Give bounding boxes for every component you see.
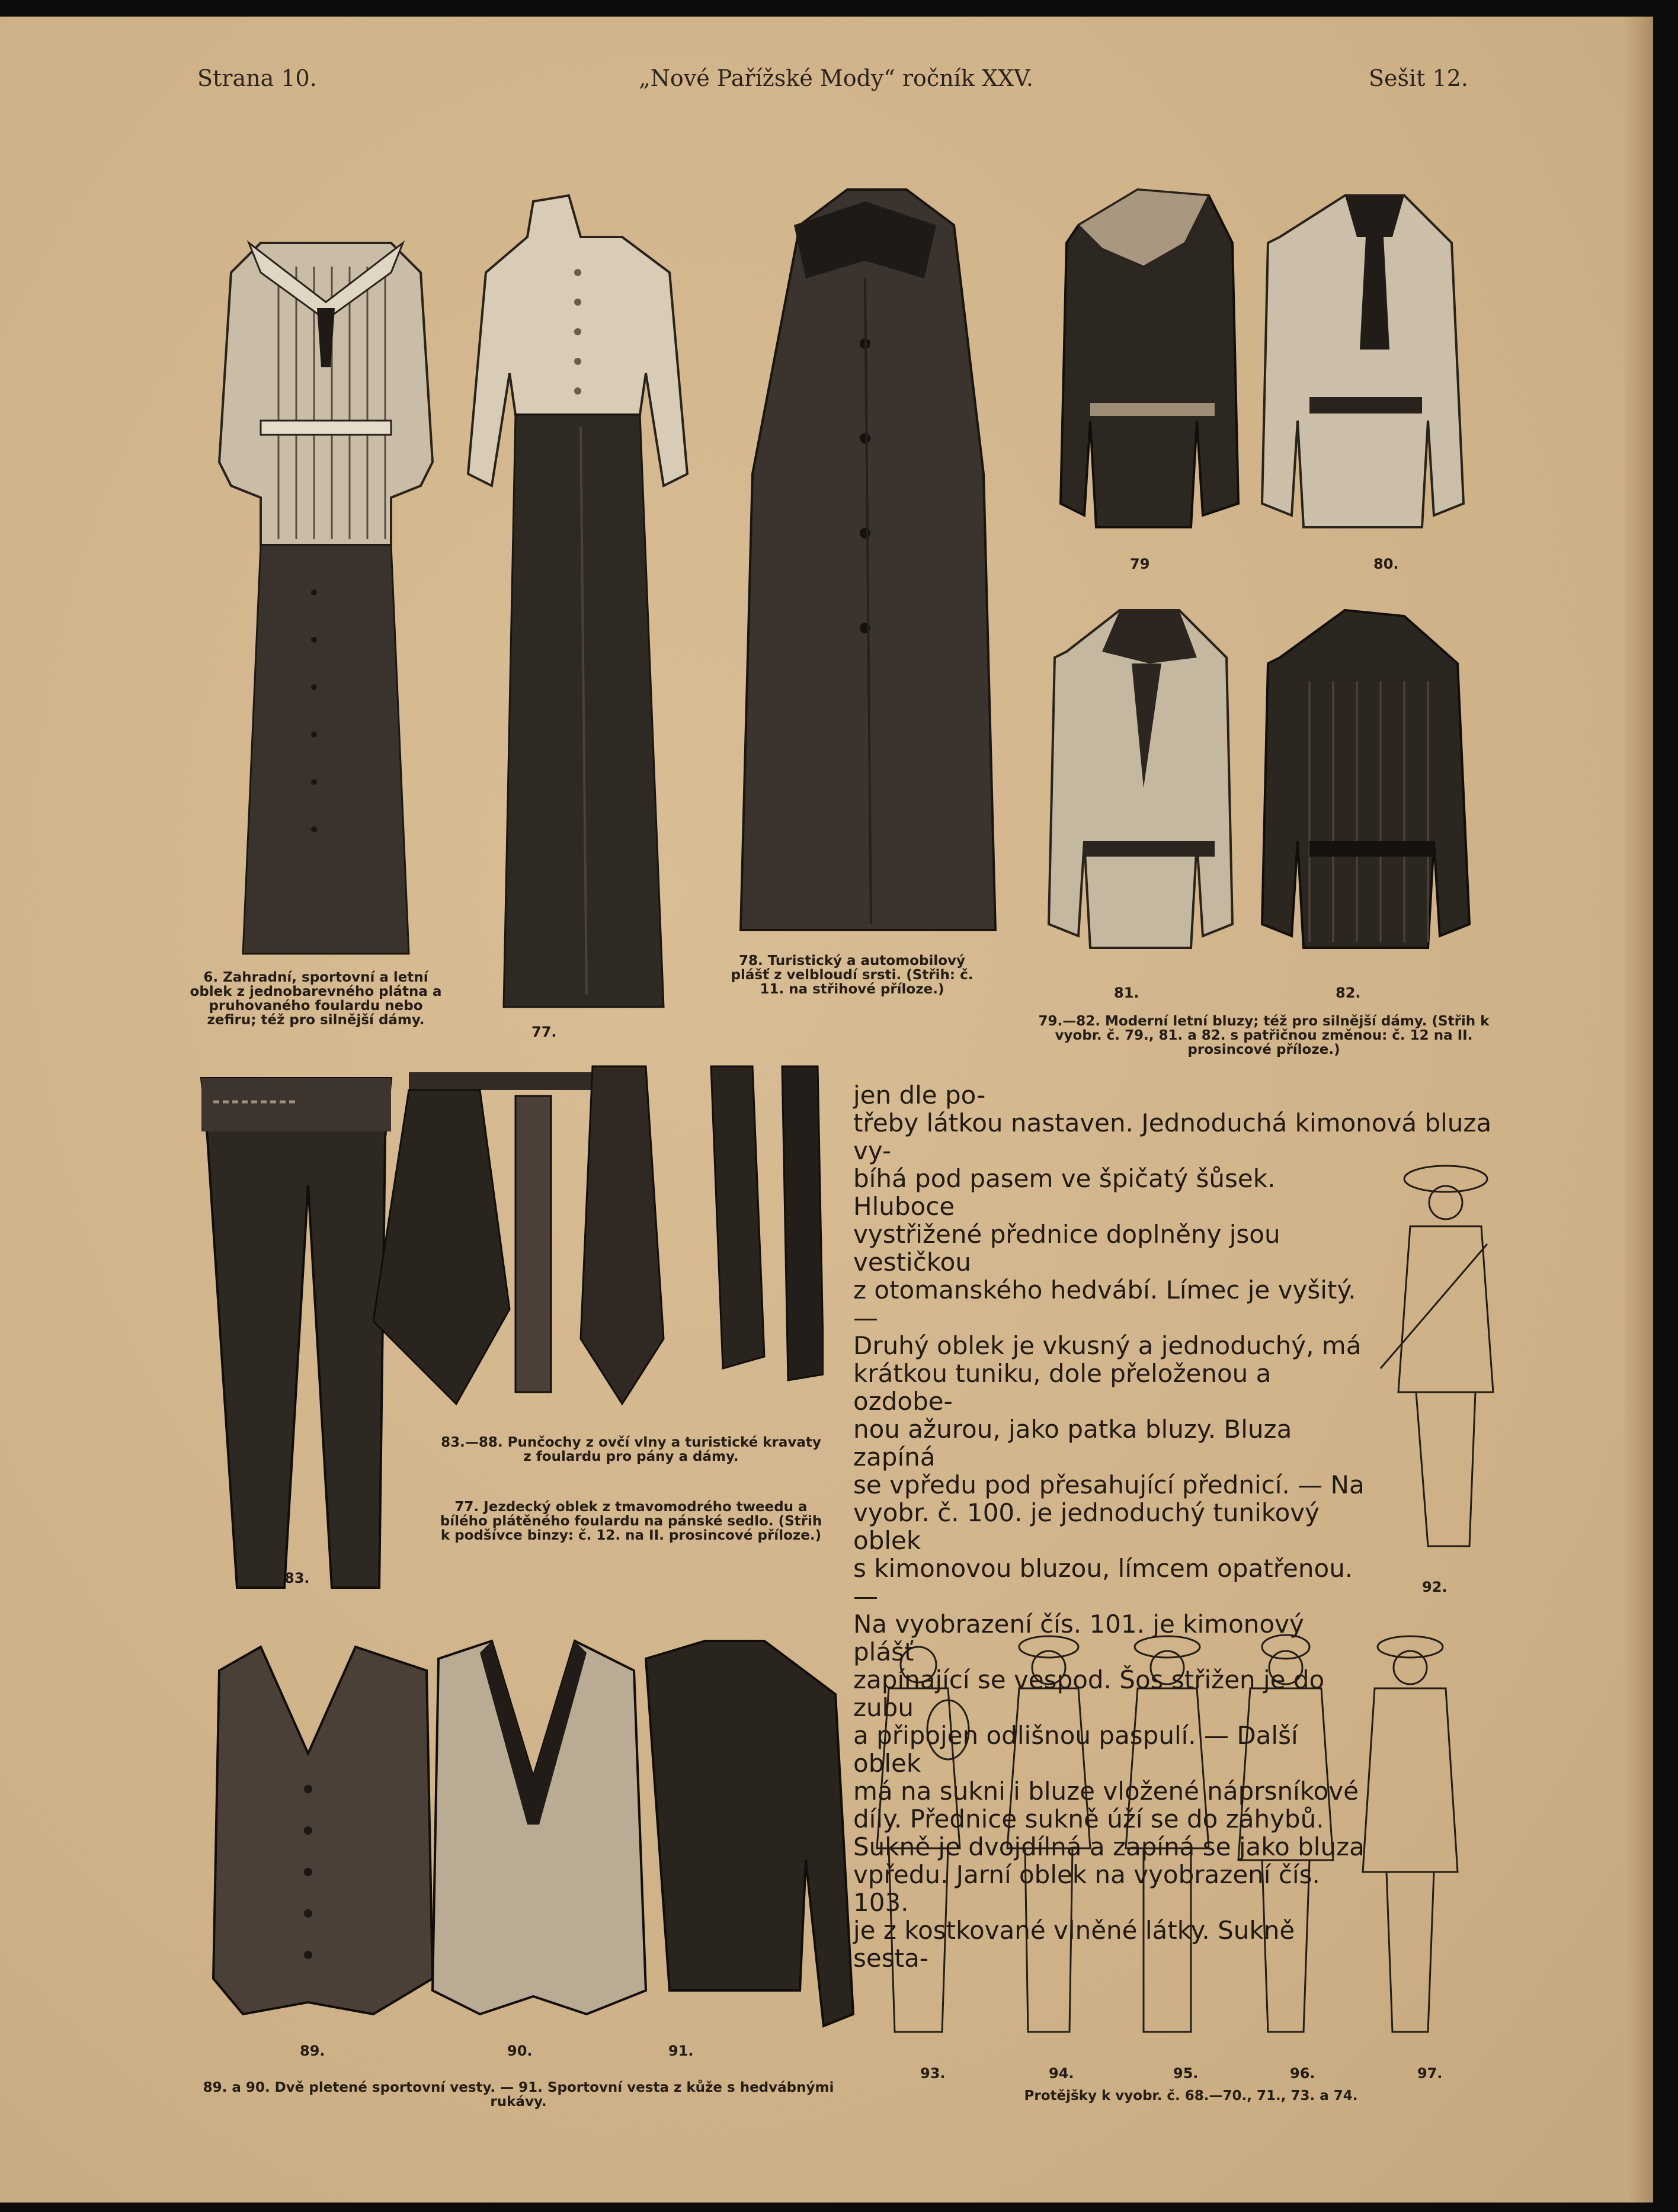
body-line: krátkou tuniku, dole přeloženou a ozdobe- — [853, 1359, 1272, 1416]
body-line: vystřižené přednice doplněny jsou vestičkou — [853, 1220, 1280, 1277]
caption-figure-78: 78. Turistický a automobilový plášť z velbloudí srsti. (Střih: č. 11. na střihové příloze.) — [731, 953, 974, 998]
body-line: vpředu. Jarní oblek na vyobrazení čís. 103. — [853, 1860, 1320, 1917]
figure-number-79: 79 — [1130, 556, 1150, 572]
figure-number-81: 81. — [1114, 985, 1139, 1001]
figure-number-94: 94. — [1049, 2065, 1074, 2082]
page-spine — [1625, 17, 1653, 2203]
figure-number-92: 92. — [1422, 1579, 1448, 1595]
figure-number-80: 80. — [1373, 556, 1399, 572]
figure-80-blouse — [1256, 172, 1469, 551]
body-line: Na vyobrazení čís. 101. je kimonový plášť — [853, 1610, 1304, 1666]
caption-figures-83-88: 83.—88. Punčochy z ovčí vlny a turistické kravaty z foulardu pro pány a dámy. — [441, 1435, 821, 1465]
figure-number-90: 90. — [507, 2043, 533, 2059]
figure-number-93: 93. — [920, 2065, 946, 2082]
body-line: je z kostkované vlněné látky. Sukně sesta- — [853, 1916, 1295, 1973]
body-line: s kimonovou bluzou, límcem opatřenou. — — [853, 1554, 1353, 1611]
figure-79-blouse — [1055, 172, 1244, 551]
caption-figure-77: 77. Jezdecký oblek z tmavomodrého tweedu a bílého plátěného foulardu na pánské sedlo. (Střih k podšívce binzy: č. 12. na II. prosincové příloze.) — [440, 1499, 822, 1544]
body-line: nou ažurou, jako patka bluzy. Bluza zapíná — [853, 1415, 1292, 1472]
caption-figures-93-97: Protějšky k vyobr. č. 68.—70., 71., 73. a 74. — [1024, 2088, 1358, 2104]
figure-6-sport-suit — [196, 178, 456, 972]
figure-number-83: 83. — [284, 1570, 310, 1586]
figure-number-82: 82. — [1336, 985, 1361, 1001]
figures-89-91-vests — [196, 1635, 859, 2062]
figure-83-stockings-breeches — [190, 1066, 403, 1599]
body-line: Sukně je dvojdílná a zapíná se jako bluza — [853, 1832, 1365, 1861]
magazine-title-header: „Nové Pařížské Mody“ ročník XXV. — [639, 65, 1033, 91]
figure-number-96: 96. — [1290, 2065, 1315, 2082]
body-line: a připojen odlišnou paspulí. — Další oblek — [853, 1721, 1298, 1778]
body-line: má na sukni i bluze vložené náprsníkové — [853, 1777, 1359, 1806]
article-body-text — [853, 1081, 1496, 1972]
figure-82-blouse — [1256, 592, 1475, 972]
page-number-header: Strana 10. — [197, 65, 317, 91]
body-line: zapínající se vespod. Šos střižen je do zubu — [853, 1665, 1325, 1722]
body-line: jen dle po- — [853, 1081, 986, 1110]
body-line: vyobr. č. 100. je jednoduchý tunikový oblek — [853, 1498, 1320, 1555]
body-line: bíhá pod pasem ve špičatý šůsek. Hluboce — [853, 1164, 1276, 1221]
body-line: z otomanského hedvábí. Límec je vyšitý. — — [853, 1275, 1356, 1332]
body-line: Druhý oblek je vkusný a jednoduchý, má — [853, 1331, 1362, 1360]
figure-number-95: 95. — [1173, 2065, 1199, 2082]
figure-81-blouse — [1043, 592, 1238, 972]
figure-number-91: 91. — [668, 2043, 694, 2059]
figure-number-97: 97. — [1417, 2065, 1443, 2082]
figure-77-riding-suit — [462, 178, 693, 1019]
body-line: se vpředu pod přesahující přednicí. — Na — [853, 1470, 1365, 1499]
figure-number-89: 89. — [300, 2043, 325, 2059]
issue-number-header: Sešit 12. — [1369, 65, 1468, 91]
figures-84-88-ties — [373, 1060, 824, 1416]
body-line: třeby látkou nastaven. Jednoduchá kimonová bluza vy- — [853, 1108, 1492, 1165]
figure-number-77: 77. — [531, 1024, 557, 1040]
caption-figures-89-91: 89. a 90. Dvě pletené sportovní vesty. — 91. Sportovní vesta z kůže s hedvábnými rukávy. — [203, 2080, 834, 2110]
caption-figure-6: 6. Zahradní, sportovní a letní oblek z jednobarevného plátna a pruhovaného foulardu nebo zefiru; též pro silnější dámy. — [190, 970, 442, 1028]
body-line: díly. Přednice sukně úží se do záhybů. — [853, 1804, 1324, 1833]
figure-78-travel-coat — [729, 178, 1001, 942]
caption-figures-79-82: 79.—82. Moderní letní bluzy; též pro silnější dámy. (Střih k vyobr. č. 79., 81. a 82. s patřičnou změnou: č. 12 na II. prosincové příloze.) — [1038, 1014, 1490, 1058]
